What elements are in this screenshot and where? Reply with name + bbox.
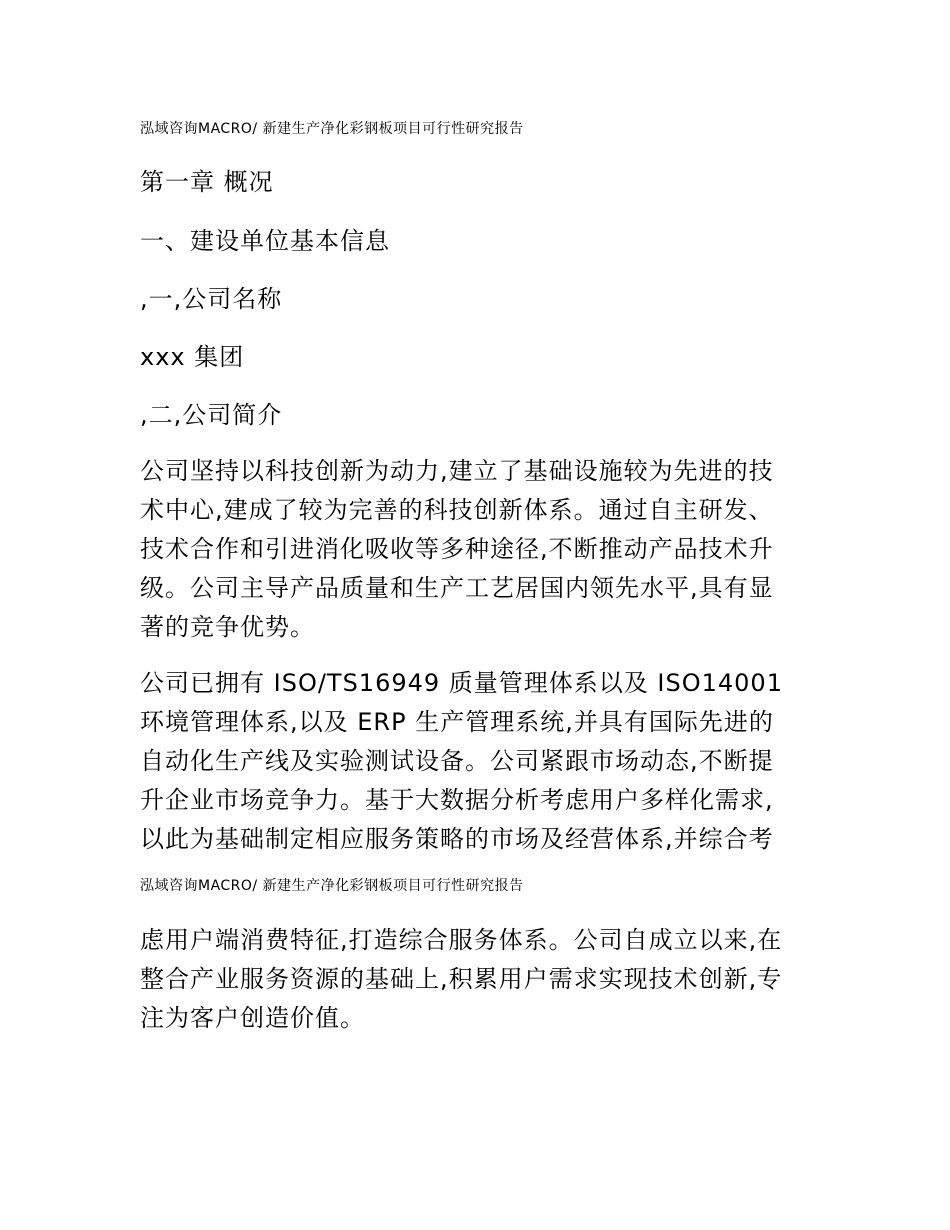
paragraph-line: 技术合作和引进消化吸收等多种途径,不断推动产品技术升 xyxy=(140,535,774,563)
running-header-page2: 泓域咨询MACRO/ 新建生产净化彩钢板项目可行性研究报告 xyxy=(140,878,524,894)
paragraph-line: 级。公司主导产品质量和生产工艺居国内领先水平,具有显 xyxy=(140,574,774,602)
paragraph-line: 术中心,建成了较为完善的科技创新体系。通过自主研发、 xyxy=(140,496,774,524)
paragraph-line: 公司已拥有 ISO/TS16949 质量管理体系以及 ISO14001 xyxy=(140,669,783,697)
paragraph-3 xyxy=(140,921,820,1038)
paragraph-line: 整合产业服务资源的基础上,积累用户需求实现技术创新,专 xyxy=(140,965,783,993)
paragraph-1 xyxy=(140,452,820,647)
subsection-company-name-title: ,一,公司名称 xyxy=(140,285,283,313)
paragraph-2 xyxy=(140,664,820,859)
paragraph-line: 虑用户端消费特征,打造综合服务体系。公司自成立以来,在 xyxy=(140,926,783,954)
paragraph-line: 环境管理体系,以及 ERP 生产管理系统,并具有国际先进的 xyxy=(140,708,774,736)
paragraph-line: 著的竞争优势。 xyxy=(140,613,315,641)
subsection-company-intro-title: ,二,公司简介 xyxy=(140,401,283,429)
paragraph-line: 注为客户创造价值。 xyxy=(140,1004,365,1032)
paragraph-line: 公司坚持以科技创新为动力,建立了基础设施较为先进的技 xyxy=(140,457,774,485)
paragraph-line: 以此为基础制定相应服务策略的市场及经营体系,并综合考 xyxy=(140,825,774,853)
company-name: xxx 集团 xyxy=(140,343,245,371)
section-title: 一、建设单位基本信息 xyxy=(140,227,390,255)
paragraph-line: 自动化生产线及实验测试设备。公司紧跟市场动态,不断提 xyxy=(140,747,774,775)
running-header-top: 泓域咨询MACRO/ 新建生产净化彩钢板项目可行性研究报告 xyxy=(140,121,524,137)
paragraph-line: 升企业市场竞争力。基于大数据分析考虑用户多样化需求, xyxy=(140,786,774,814)
chapter-title: 第一章 概况 xyxy=(140,168,274,196)
